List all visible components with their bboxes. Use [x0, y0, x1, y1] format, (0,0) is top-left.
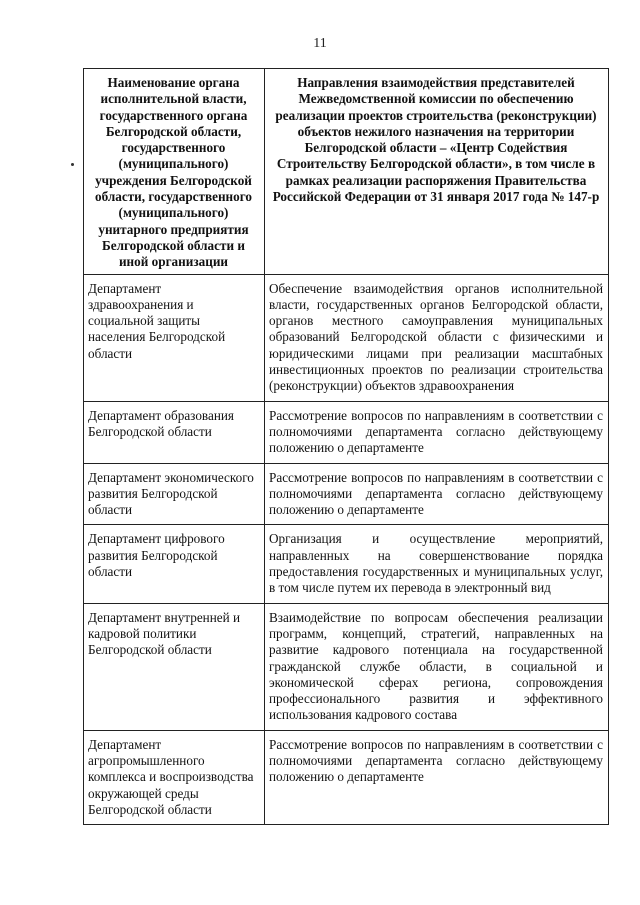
- table-header-row: [84, 69, 609, 275]
- direction-cell: Рассмотрение вопросов по направлениям в соответствии с полномочиями департамента согласно действующему положению о департаменте: [265, 401, 609, 463]
- organization-cell: Департамент экономического развития Белгородской области: [84, 463, 265, 525]
- header-organization: Наименование органа исполнительной власти, государственного органа Белгородской области, государственного (муниципального) учреждения Белгородской области, государственного (муниципального) унитарного предприятия Белгородской области и иной организации: [84, 69, 265, 275]
- organization-cell: Департамент агропромышленного комплекса и воспроизводства окружающей среды Белгородской области: [84, 730, 265, 824]
- table-row: [84, 401, 609, 463]
- header-directions: Направления взаимодействия представителей Межведомственной комиссии по обеспечению реализации проектов строительства (реконструкции) объектов нежилого назначения на территории Белгородской области – «Центр Содействия Строительству Белгородской области», в том числе в рамках реализации распоряжения Правительства Российской Федерации от 31 января 2017 года № 147-р: [265, 69, 609, 275]
- direction-cell: Обеспечение взаимодействия органов исполнительной власти, государственных органов Белгородской области, органов местного самоуправления муниципальных образований Белгородской области с физическими и юридическими лицами при реализации масштабных инвестиционных проектов по реализации строительства (реконструкции) объектов здравоохранения: [265, 274, 609, 401]
- responsibilities-table: [83, 68, 609, 825]
- table-row: [84, 463, 609, 525]
- page-number: 11: [313, 36, 327, 51]
- table-row: [84, 730, 609, 824]
- table-row: [84, 603, 609, 730]
- direction-cell: Рассмотрение вопросов по направлениям в соответствии с полномочиями департамента согласно действующему положению о департаменте: [265, 730, 609, 824]
- table-row: [84, 274, 609, 401]
- direction-cell: Взаимодействие по вопросам обеспечения реализации программ, концепций, стратегий, направленных на развитие кадрового потенциала на государственной гражданской службе области, в социальной и экономической сферах региона, сопровождения профессионального развития и эффективного использования кадрового состава: [265, 603, 609, 730]
- organization-cell: Департамент цифрового развития Белгородской области: [84, 525, 265, 603]
- stray-mark: [71, 163, 74, 166]
- organization-cell: Департамент образования Белгородской области: [84, 401, 265, 463]
- organization-cell: Департамент здравоохранения и социальной защиты населения Белгородской области: [84, 274, 265, 401]
- organization-cell: Департамент внутренней и кадровой политики Белгородской области: [84, 603, 265, 730]
- direction-cell: Организация и осуществление мероприятий, направленных на совершенствование порядка предоставления государственных и муниципальных услуг, в том числе путем их перевода в электронный вид: [265, 525, 609, 603]
- direction-cell: Рассмотрение вопросов по направлениям в соответствии с полномочиями департамента согласно действующему положению о департаменте: [265, 463, 609, 525]
- table-row: [84, 525, 609, 603]
